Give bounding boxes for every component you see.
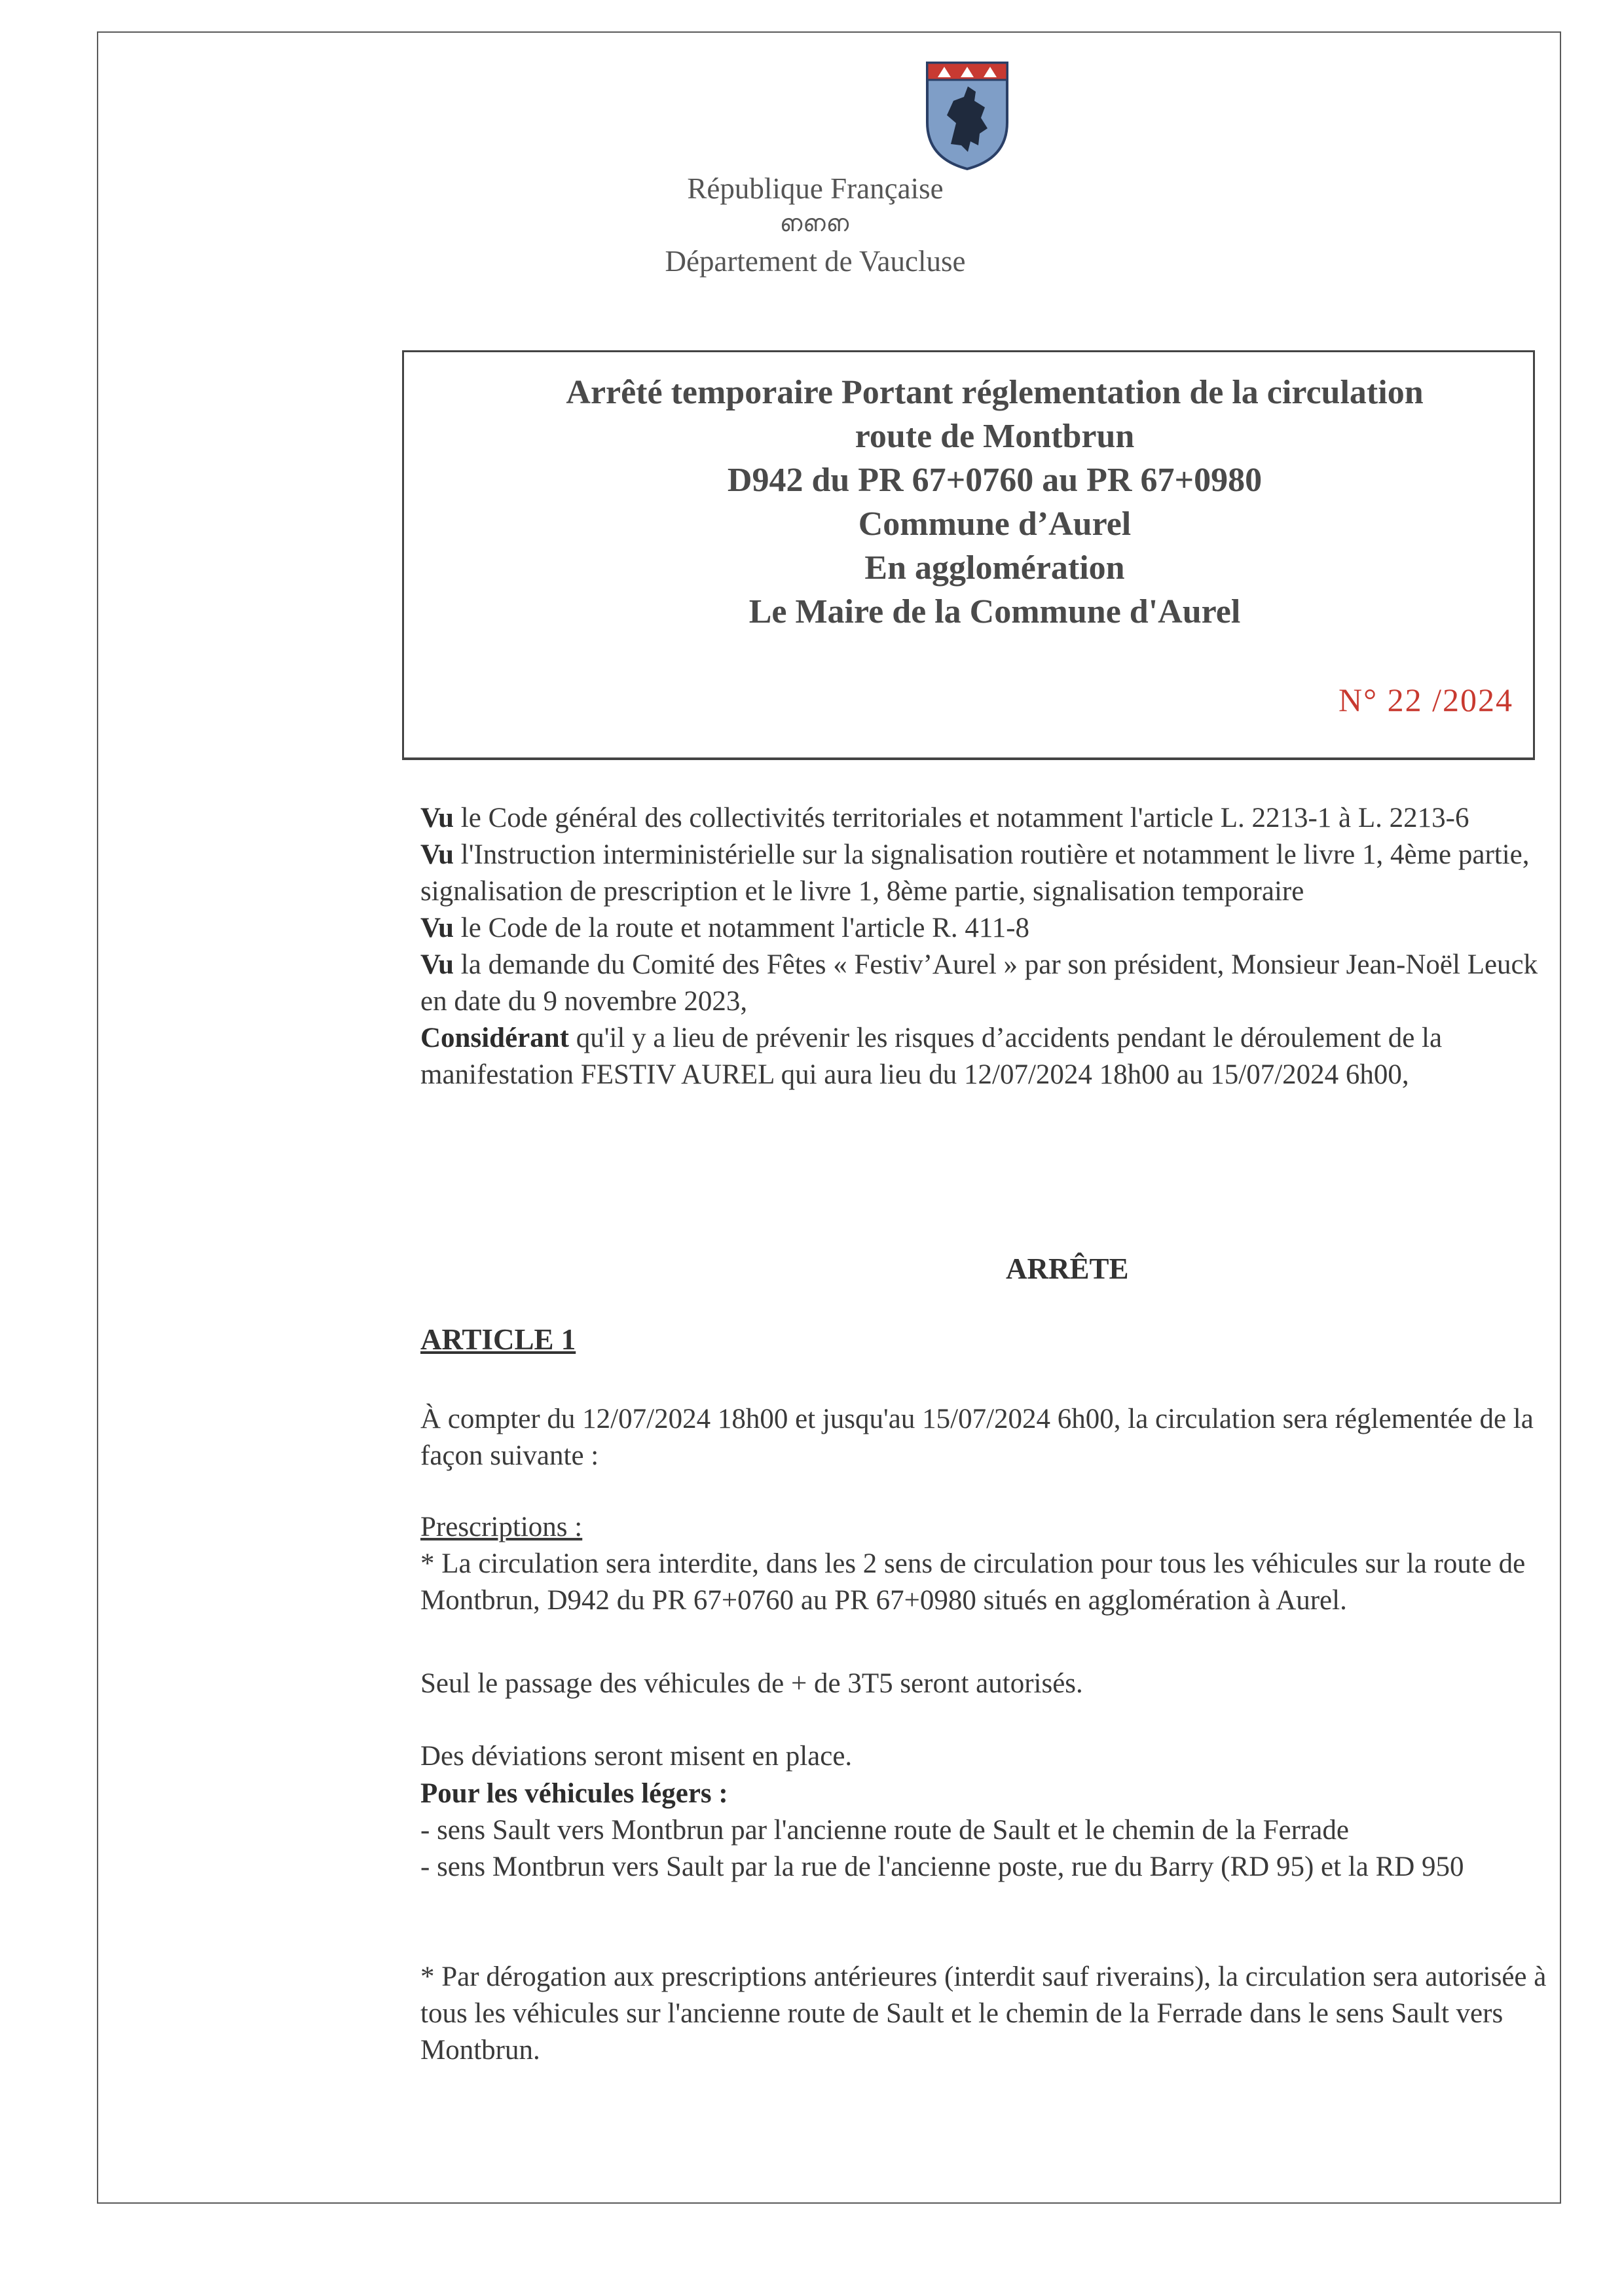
consideration-text: qu'il y a lieu de prévenir les risques d’accidents pendant le déroulement de la manifestation FESTIV AUREL qui aura lieu du 12/07/2024 18h00 au 15/07/2024 6h00, <box>420 1023 1443 1090</box>
route-1: - sens Sault vers Montbrun par l'ancienne route de Sault et le chemin de la Ferrade <box>420 1815 1349 1846</box>
consideration-item <box>420 910 1547 947</box>
title-line: Commune d’Aurel <box>858 505 1132 543</box>
light-vehicles-label: Pour les véhicules légers : <box>420 1778 728 1809</box>
derogation: * Par dérogation aux prescriptions antérieures (interdit sauf riverains), la circulation sera autorisée à tous les véhicules sur l'ancienne route de Sault et le chemin de la Ferrade dans le sens Sault vers Montbrun. <box>420 1961 1547 2066</box>
consideration-item <box>420 947 1547 1020</box>
republic-label: République Française <box>687 172 944 205</box>
consideration-lead: Vu <box>420 803 454 833</box>
coat-of-arms-icon <box>925 60 1010 172</box>
consideration-item <box>420 837 1547 910</box>
title-line: Le Maire de la Commune d'Aurel <box>748 593 1241 630</box>
consideration-text: l'Instruction interministérielle sur la signalisation routière et notamment le livre 1, 4ème partie, signalisation de prescription et le livre 1, 8ème partie, signalisation temporaire <box>420 839 1530 907</box>
title-line: route de Montbrun <box>855 418 1135 455</box>
considerations <box>420 800 1547 1093</box>
prescriptions-label: Prescriptions : <box>420 1512 583 1542</box>
title-line: Arrêté temporaire Portant réglementation de la circulation <box>566 374 1424 411</box>
consideration-text: le Code général des collectivités territoriales et notamment l'article L. 2213-1 à L. 2213-6 <box>454 803 1469 833</box>
title-box <box>402 350 1535 760</box>
article-1-intro: À compter du 12/07/2024 18h00 et jusqu'au 15/07/2024 6h00, la circulation sera réglementée de la façon suivante : <box>420 1404 1534 1471</box>
title-line: D942 du PR 67+0760 au PR 67+0980 <box>727 462 1263 499</box>
department-label: Département de Vaucluse <box>665 245 966 278</box>
consideration-lead: Vu <box>420 949 454 980</box>
consideration-lead: Vu <box>420 839 454 870</box>
consideration-text: la demande du Comité des Fêtes « Festiv’Aurel » par son président, Monsieur Jean-Noël Leuck en date du 9 novembre 2023, <box>420 949 1538 1017</box>
consideration-item <box>420 1020 1547 1093</box>
article-1-heading: ARTICLE 1 <box>420 1323 576 1356</box>
ornament: ഩഩഩ <box>780 210 851 236</box>
consideration-text: le Code de la route et notamment l'article R. 411-8 <box>454 913 1030 943</box>
deviations-note: Des déviations seront misent en place. <box>420 1741 853 1772</box>
route-2: - sens Montbrun vers Sault par la rue de l'ancienne poste, rue du Barry (RD 95) et la RD 950 <box>420 1851 1464 1882</box>
consideration-lead: Considérant <box>420 1023 569 1053</box>
prescription-1: * La circulation sera interdite, dans les 2 sens de circulation pour tous les véhicules sur la route de Montbrun, D942 du PR 67+0760 au PR 67+0980 situés en agglomération à Aurel. <box>420 1548 1526 1616</box>
title-line: En agglomération <box>864 549 1125 587</box>
consideration-item <box>420 800 1547 837</box>
prescription-1b: Seul le passage des véhicules de + de 3T5 seront autorisés. <box>420 1668 1083 1699</box>
arrete-number: N° 22 /2024 <box>1338 682 1513 718</box>
decision-heading: ARRÊTE <box>1006 1252 1129 1285</box>
consideration-lead: Vu <box>420 913 454 943</box>
